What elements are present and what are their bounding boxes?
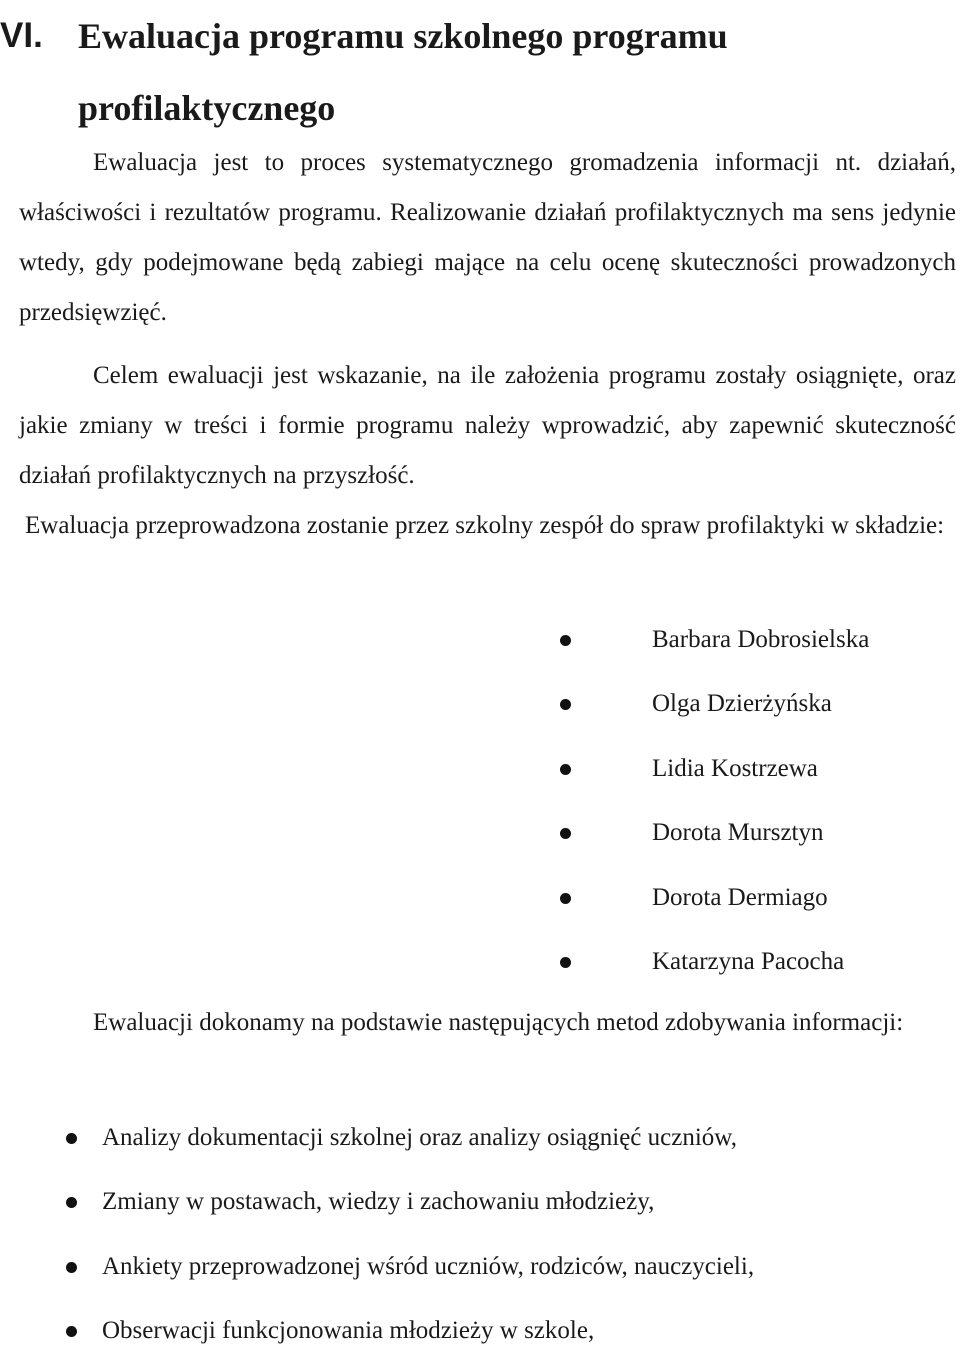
member-name: Dorota Mursztyn	[652, 819, 824, 847]
method-text: Obserwacji funkcjonowania młodzieży w szkole,	[102, 1317, 595, 1345]
list-item	[560, 866, 869, 930]
member-name: Barbara Dobrosielska	[652, 626, 870, 653]
bullet-icon	[560, 635, 571, 646]
bullet-icon	[560, 893, 571, 904]
bullet-icon	[560, 957, 571, 968]
list-item	[560, 672, 869, 736]
list-item	[66, 1106, 754, 1170]
list-item	[66, 1235, 754, 1299]
paragraph-team: Ewaluacja przeprowadzona zostanie przez szkolny zespół do spraw profilaktyki w składzie:	[25, 512, 945, 539]
list-item	[560, 737, 869, 801]
list-item	[560, 930, 869, 994]
list-item	[560, 608, 869, 672]
bullet-icon	[66, 1262, 77, 1273]
paragraph-definition: Ewaluacja jest to proces systematycznego gromadzenia informacji nt. działań, właściwości i rezultatów programu. Realizowanie działań profilaktycznych ma sens jedynie wtedy, gdy podejmowane będą zabiegi mające na celu ocenę skuteczności prowadzonych przedsięwzięć.	[19, 149, 956, 326]
bullet-icon	[66, 1326, 77, 1337]
method-text: Ankiety przeprowadzonej wśród uczniów, rodziców, nauczycieli,	[102, 1252, 755, 1280]
bullet-icon	[560, 699, 571, 710]
member-name: Olga Dzierżyńska	[652, 690, 832, 718]
section-title: Ewaluacja programu szkolnego programu profilaktycznego	[78, 16, 728, 128]
bullet-icon	[560, 764, 571, 775]
member-name: Lidia Kostrzewa	[652, 754, 818, 782]
list-item	[66, 1299, 754, 1363]
bullet-icon	[66, 1197, 77, 1208]
member-name: Katarzyna Pacocha	[652, 947, 845, 975]
method-text: Zmiany w postawach, wiedzy i zachowaniu młodzieży,	[102, 1188, 655, 1216]
section-number: VI.	[0, 16, 43, 55]
methods-list	[66, 1106, 754, 1364]
list-item	[560, 801, 869, 865]
team-members-list	[560, 608, 869, 994]
paragraph-goal: Celem ewaluacji jest wskazanie, na ile założenia programu zostały osiągnięte, oraz jakie zmiany w treści i formie programu należy wprowadzić, aby zapewnić skuteczność działań profilaktycznych na przyszłość.	[19, 362, 956, 489]
member-name: Dorota Dermiago	[652, 883, 828, 911]
list-item	[66, 1170, 754, 1234]
paragraph-methods-intro: Ewaluacji dokonamy na podstawie następujących metod zdobywania informacji:	[93, 1009, 904, 1036]
bullet-icon	[66, 1133, 77, 1144]
bullet-icon	[560, 828, 571, 839]
method-text: Analizy dokumentacji szkolnej oraz analizy osiągnięć uczniów,	[102, 1124, 737, 1151]
